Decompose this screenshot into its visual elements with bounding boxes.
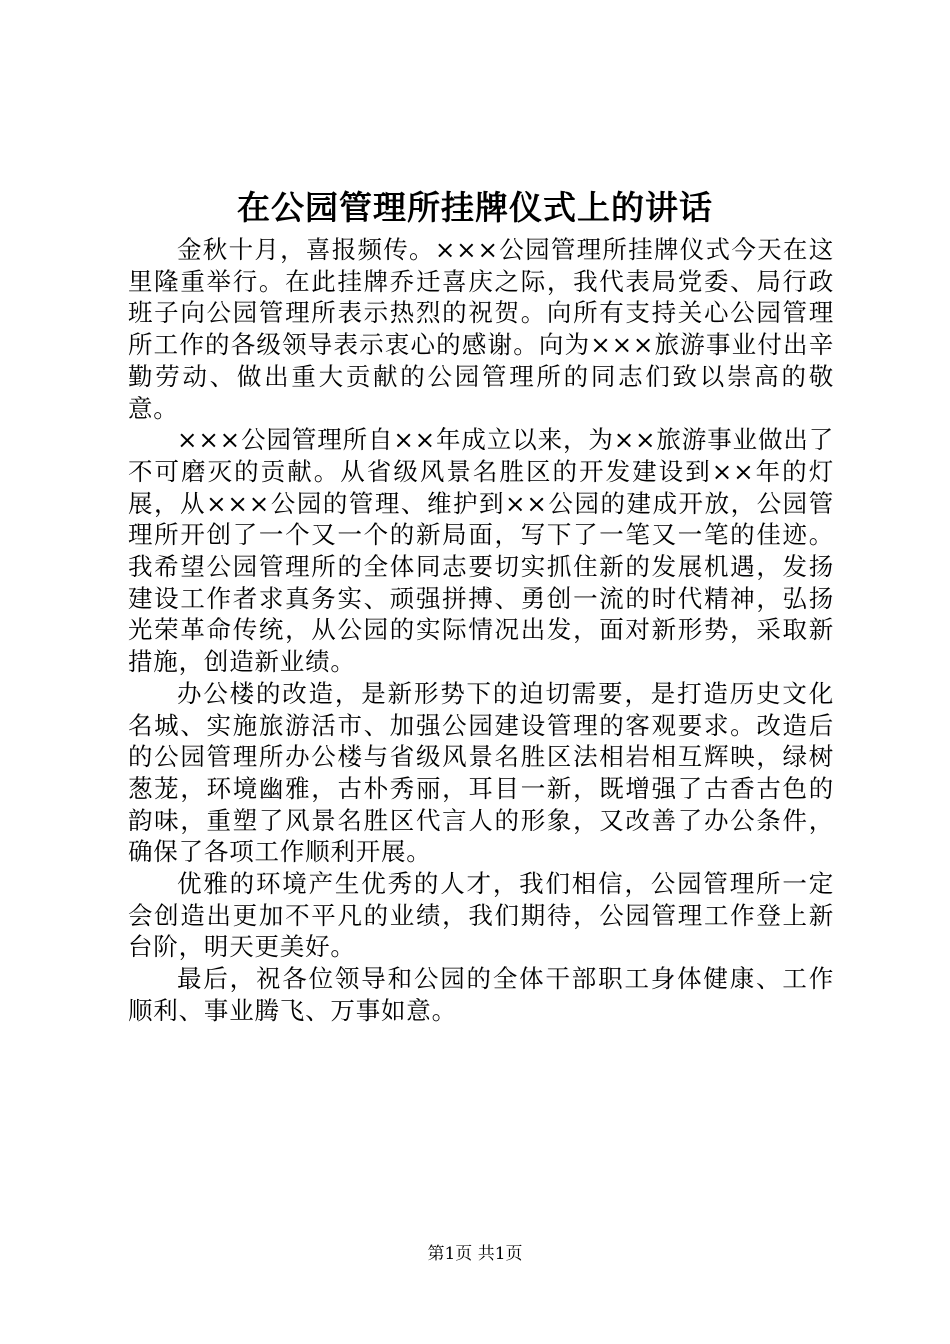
paragraph-2: ×××公园管理所自××年成立以来，为××旅游事业做出了不可磨灭的贡献。从省级风景名胜区的开发建设到××年的灯展，从×××公园的管理、维护到××公园的建成开放，公园管理所开创了一个又一个的新局面，写下了一笔又一笔的佳迹。我希望公园管理所的全体同志要切实抓住新的发展机遇，发扬建设工作者求真务实、顽强拼搏、勇创一流的时代精神，弘扬光荣革命传统，从公园的实际情况出发，面对新形势，采取新措施，创造新业绩。	[128, 425, 834, 677]
document-title: 在公园管理所挂牌仪式上的讲话	[237, 188, 713, 227]
paragraph-1: 金秋十月，喜报频传。×××公园管理所挂牌仪式今天在这里隆重举行。在此挂牌乔迁喜庆之际，我代表局党委、局行政班子向公园管理所表示热烈的祝贺。向所有支持关心公园管理所工作的各级领导表示衷心的感谢。向为×××旅游事业付出辛勤劳动、做出重大贡献的公园管理所的同志们致以崇高的敬意。	[128, 235, 834, 423]
paragraph-5: 最后，祝各位领导和公园的全体干部职工身体健康、工作顺利、事业腾飞、万事如意。	[128, 964, 834, 1025]
page-footer: 第1页 共1页	[427, 1244, 523, 1264]
paragraph-4: 优雅的环境产生优秀的人才，我们相信，公园管理所一定会创造出更加不平凡的业绩，我们期待，公园管理工作登上新台阶，明天更美好。	[128, 869, 834, 962]
document-body	[128, 234, 834, 1027]
paragraph-3: 办公楼的改造，是新形势下的迫切需要，是打造历史文化名城、实施旅游活市、加强公园建设管理的客观要求。改造后的公园管理所办公楼与省级风景名胜区法相岩相互辉映，绿树葱茏，环境幽雅，古朴秀丽，耳目一新，既增强了古香古色的韵味，重塑了风景名胜区代言人的形象，又改善了办公条件，确保了各项工作顺利开展。	[128, 678, 834, 867]
